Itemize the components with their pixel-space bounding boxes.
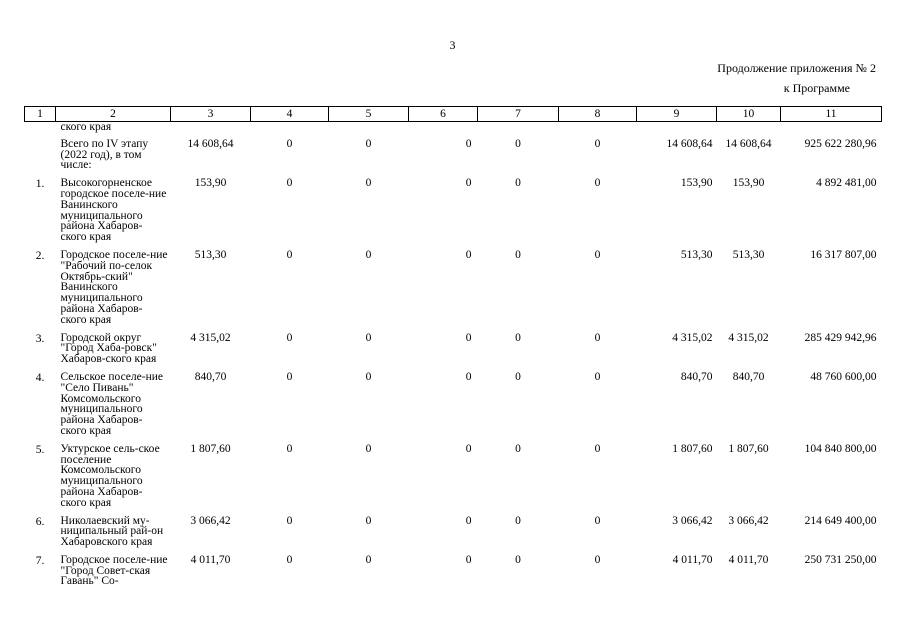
cell-c11: 285 429 942,96 bbox=[804, 331, 877, 344]
table-row bbox=[25, 333, 882, 372]
cell-c3: 1 807,60 bbox=[190, 442, 231, 455]
cell-c7: 0 bbox=[515, 370, 521, 383]
cell-c6: 0 bbox=[465, 370, 472, 383]
cell-c7: 0 bbox=[515, 514, 521, 527]
cell-c6: 0 bbox=[465, 137, 472, 150]
cell-c7: 0 bbox=[515, 442, 521, 455]
cell-c5: 0 bbox=[365, 553, 372, 566]
row-number: 5. bbox=[35, 443, 45, 456]
cell-c6: 0 bbox=[465, 442, 472, 455]
cell-c5: 0 bbox=[365, 177, 372, 190]
cell-c5: 0 bbox=[365, 137, 372, 150]
column-header-3: 3 bbox=[171, 107, 251, 122]
empty-cell bbox=[717, 122, 781, 139]
row-number: 4. bbox=[35, 371, 45, 384]
cell-c11: 48 760 600,00 bbox=[810, 370, 877, 383]
cell-c4: 0 bbox=[286, 553, 293, 566]
cell-c10: 840,70 bbox=[732, 370, 765, 383]
appendix-line1: Продолжение приложения № 2 bbox=[717, 61, 876, 75]
cell-c11: 925 622 280,96 bbox=[804, 137, 877, 150]
cell-c9: 1 807,60 bbox=[672, 442, 713, 455]
cell-c8: 0 bbox=[594, 553, 601, 566]
cell-c7: 0 bbox=[515, 331, 521, 344]
cell-c6: 0 bbox=[465, 514, 472, 527]
cell-c8: 0 bbox=[594, 177, 601, 190]
carry-over-text: ского края bbox=[60, 121, 112, 133]
empty-cell bbox=[171, 122, 251, 139]
empty-cell bbox=[559, 122, 637, 139]
cell-c10: 14 608,64 bbox=[725, 137, 772, 150]
cell-c10: 153,90 bbox=[732, 177, 765, 190]
cell-c4: 0 bbox=[286, 514, 293, 527]
cell-c9: 4 315,02 bbox=[672, 331, 713, 344]
cell-c4: 0 bbox=[286, 331, 293, 344]
cell-c3: 3 066,42 bbox=[190, 514, 231, 527]
row-number: 3. bbox=[35, 332, 45, 345]
row-number: 1. bbox=[35, 178, 45, 191]
cell-c9: 840,70 bbox=[680, 370, 713, 383]
column-header-10: 10 bbox=[717, 107, 781, 122]
cell-c6: 0 bbox=[465, 248, 472, 261]
appendix-heading bbox=[717, 58, 876, 98]
municipality-name: Николаевский му-ниципальный рай-он Хабаровского края bbox=[60, 514, 164, 549]
municipality-name: Городское поселе-ние "Рабочий по-селок Октябрь-ский" Ванинского муниципального района Хабаров-ского края bbox=[60, 248, 168, 326]
municipality-name: Уктурское сель-ское поселение Комсомольского муниципального района Хабаров-ского края bbox=[60, 442, 160, 509]
cell-c5: 0 bbox=[365, 331, 372, 344]
column-header-1: 1 bbox=[25, 107, 56, 122]
table-row bbox=[25, 516, 882, 555]
table-row bbox=[25, 178, 882, 250]
municipality-name: Городской округ "Город Хаба-ровск" Хабаров-ского края bbox=[60, 331, 157, 366]
empty-cell bbox=[478, 122, 559, 139]
municipality-name: Сельское поселе-ние "Село Пивань" Комсомольского муниципального района Хабаров-ского края bbox=[60, 370, 164, 437]
cell-c11: 104 840 800,00 bbox=[804, 442, 877, 455]
cell-c9: 14 608,64 bbox=[666, 137, 713, 150]
page-number: 3 bbox=[449, 38, 456, 52]
cell-c8: 0 bbox=[594, 514, 601, 527]
table-row bbox=[25, 555, 882, 587]
cell-c3: 4 315,02 bbox=[190, 331, 231, 344]
cell-c4: 0 bbox=[286, 137, 293, 150]
cell-c9: 3 066,42 bbox=[672, 514, 713, 527]
municipality-name: Всего по IV этапу (2022 год), в том числе: bbox=[60, 137, 149, 172]
cell-c6: 0 bbox=[465, 177, 472, 190]
empty-cell bbox=[637, 122, 717, 139]
row-number: 2. bbox=[35, 249, 45, 262]
cell-c4: 0 bbox=[286, 177, 293, 190]
empty-cell bbox=[251, 122, 329, 139]
column-header-6: 6 bbox=[409, 107, 478, 122]
column-header-row bbox=[25, 107, 882, 122]
cell-c11: 16 317 807,00 bbox=[810, 248, 877, 261]
cell-c3: 840,70 bbox=[194, 370, 227, 383]
cell-c10: 3 066,42 bbox=[728, 514, 769, 527]
table-row bbox=[25, 372, 882, 444]
empty-cell bbox=[781, 122, 882, 139]
table-row bbox=[25, 444, 882, 516]
empty-cell bbox=[25, 122, 56, 139]
cell-c11: 4 892 481,00 bbox=[816, 177, 877, 190]
cell-c9: 4 011,70 bbox=[672, 553, 713, 566]
cell-c3: 14 608,64 bbox=[187, 137, 234, 150]
cell-c8: 0 bbox=[594, 137, 601, 150]
cell-c6: 0 bbox=[465, 331, 472, 344]
municipality-name: Городское поселе-ние "Город Совет-ская Гавань" Со- bbox=[60, 553, 168, 588]
cell-c6: 0 bbox=[465, 553, 472, 566]
cell-c8: 0 bbox=[594, 248, 601, 261]
cell-c8: 0 bbox=[594, 370, 601, 383]
column-header-5: 5 bbox=[329, 107, 409, 122]
cell-c5: 0 bbox=[365, 370, 372, 383]
cell-c5: 0 bbox=[365, 442, 372, 455]
cell-c7: 0 bbox=[515, 177, 521, 190]
cell-c10: 513,30 bbox=[732, 248, 765, 261]
column-header-2: 2 bbox=[56, 107, 171, 122]
column-header-8: 8 bbox=[559, 107, 637, 122]
cell-c10: 4 315,02 bbox=[728, 331, 769, 344]
cell-c10: 1 807,60 bbox=[728, 442, 769, 455]
column-header-4: 4 bbox=[251, 107, 329, 122]
municipality-name: Высокогорненское городское поселе-ние Ванинского муниципального района Хабаров-ского края bbox=[60, 177, 167, 244]
cell-c3: 4 011,70 bbox=[190, 553, 231, 566]
cell-c5: 0 bbox=[365, 514, 372, 527]
carry-over-row bbox=[25, 122, 882, 139]
total-row bbox=[25, 139, 882, 178]
cell-c8: 0 bbox=[594, 442, 601, 455]
cell-c4: 0 bbox=[286, 370, 293, 383]
table-row bbox=[25, 250, 882, 333]
column-header-7: 7 bbox=[478, 107, 559, 122]
appendix-line2: к Программе bbox=[783, 81, 850, 95]
program-table bbox=[24, 106, 882, 587]
cell-c10: 4 011,70 bbox=[728, 553, 769, 566]
row-number bbox=[25, 139, 56, 178]
row-number: 7. bbox=[35, 554, 45, 567]
cell-c3: 513,30 bbox=[194, 248, 227, 261]
column-header-9: 9 bbox=[637, 107, 717, 122]
cell-c11: 214 649 400,00 bbox=[804, 514, 877, 527]
table-body bbox=[25, 122, 882, 588]
empty-cell bbox=[329, 122, 409, 139]
column-header-11: 11 bbox=[781, 107, 882, 122]
cell-c8: 0 bbox=[594, 331, 601, 344]
cell-c7: 0 bbox=[515, 248, 521, 261]
cell-c5: 0 bbox=[365, 248, 372, 261]
cell-c7: 0 bbox=[515, 553, 521, 566]
empty-cell bbox=[409, 122, 478, 139]
cell-c9: 513,30 bbox=[680, 248, 713, 261]
cell-c11: 250 731 250,00 bbox=[804, 553, 877, 566]
cell-c4: 0 bbox=[286, 442, 293, 455]
cell-c7: 0 bbox=[515, 137, 521, 150]
cell-c9: 153,90 bbox=[680, 177, 713, 190]
cell-c4: 0 bbox=[286, 248, 293, 261]
cell-c3: 153,90 bbox=[194, 177, 227, 190]
row-number: 6. bbox=[35, 515, 45, 528]
